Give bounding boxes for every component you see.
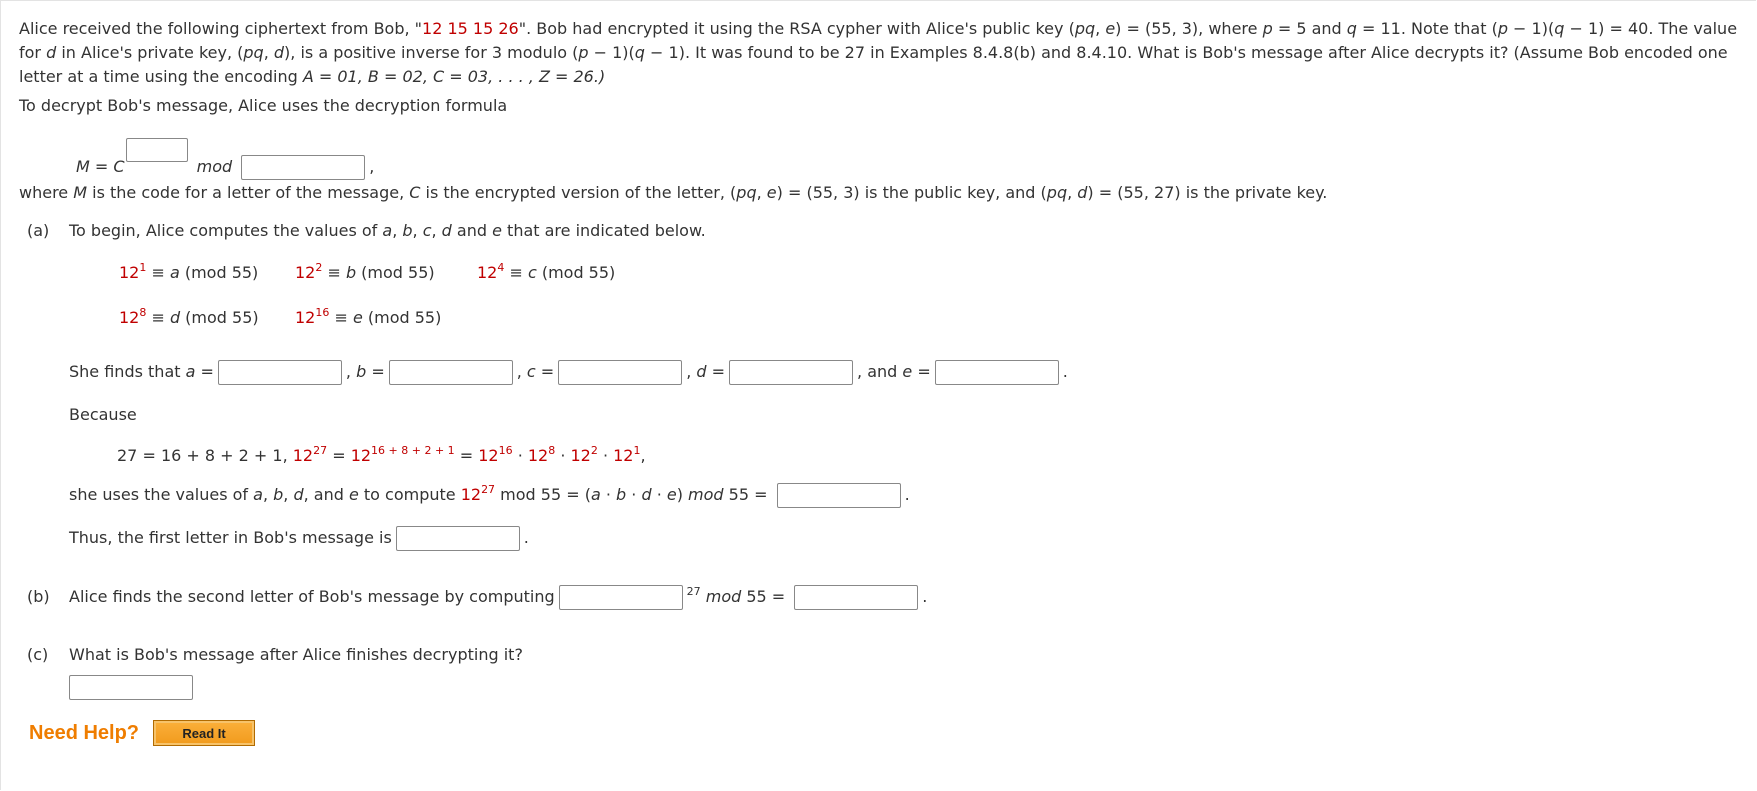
text: = bbox=[327, 446, 351, 465]
congruence-c bbox=[477, 261, 615, 285]
text: , bbox=[756, 183, 767, 202]
text: , and bbox=[303, 485, 349, 504]
text: (mod 55) bbox=[356, 263, 435, 282]
exp: 1 bbox=[139, 261, 147, 274]
base-12: 12 bbox=[292, 446, 314, 465]
text: ≡ bbox=[322, 263, 346, 282]
var-d: d bbox=[441, 221, 452, 240]
var-b: b bbox=[345, 263, 357, 282]
exp: 27 bbox=[313, 444, 328, 457]
var-d: d bbox=[273, 43, 285, 62]
a-input[interactable] bbox=[218, 360, 342, 385]
part-a-label: (a) bbox=[27, 221, 50, 240]
text: , bbox=[686, 362, 697, 381]
exp: 27 bbox=[481, 483, 496, 496]
var-q: q bbox=[1346, 19, 1357, 38]
text: ) = (55, 3) is the public key, and ( bbox=[776, 183, 1047, 202]
message-answer-row bbox=[65, 675, 197, 700]
base-12: 12 bbox=[613, 446, 634, 465]
var-e: e bbox=[348, 485, 359, 504]
text: = bbox=[195, 362, 214, 381]
exponent-decomposition bbox=[117, 444, 646, 468]
base-12: 12 bbox=[119, 263, 140, 282]
text: Alice finds the second letter of Bob's message by computing bbox=[69, 587, 555, 606]
var-d: d bbox=[169, 308, 181, 327]
var-p: p bbox=[578, 43, 589, 62]
var-pq: pq bbox=[1046, 183, 1068, 202]
congruence-b bbox=[295, 261, 435, 285]
var-d: d bbox=[293, 485, 304, 504]
var-c: c bbox=[526, 362, 536, 381]
base-12: 12 bbox=[295, 308, 316, 327]
text: . bbox=[523, 528, 529, 547]
var-c: c bbox=[527, 263, 537, 282]
base-12: 12 bbox=[295, 263, 316, 282]
text: ) = (55, 27) is the private key. bbox=[1087, 183, 1328, 202]
message-input[interactable] bbox=[69, 675, 193, 700]
text: (mod 55) bbox=[362, 308, 442, 327]
second-cipher-input[interactable] bbox=[559, 585, 683, 610]
part-c-question: What is Bob's message after Alice finishes decrypting it? bbox=[69, 645, 523, 664]
compute-line bbox=[69, 483, 910, 508]
exp: 16 bbox=[315, 306, 330, 319]
exp: 8 bbox=[139, 306, 147, 319]
text: (mod 55) bbox=[536, 263, 616, 282]
text: Alice received the following ciphertext from Bob, " bbox=[19, 19, 423, 38]
text: , bbox=[283, 485, 294, 504]
exp: 27 bbox=[686, 585, 701, 598]
var-a: a bbox=[253, 485, 263, 504]
text: ) = (55, 3), where bbox=[1115, 19, 1263, 38]
congruence-d bbox=[119, 306, 259, 330]
congruence-e bbox=[295, 306, 441, 330]
var-d: d bbox=[46, 43, 57, 62]
text: ≡ bbox=[504, 263, 528, 282]
because-label: Because bbox=[69, 405, 137, 424]
var-a: a bbox=[382, 221, 393, 240]
var-pq: pq bbox=[736, 183, 757, 202]
base-12: 12 bbox=[570, 446, 591, 465]
base-12: 12 bbox=[119, 308, 140, 327]
second-letter-input[interactable] bbox=[794, 585, 918, 610]
part-b-line bbox=[69, 585, 927, 610]
var-d: d bbox=[641, 485, 652, 504]
var-a: a bbox=[590, 485, 601, 504]
exp: 4 bbox=[497, 261, 505, 274]
text: , bbox=[431, 221, 442, 240]
var-b: b bbox=[402, 221, 413, 240]
text: (mod 55) bbox=[179, 263, 259, 282]
var-e: e bbox=[492, 221, 502, 240]
text: · bbox=[512, 446, 528, 465]
text: = bbox=[366, 362, 385, 381]
text: in Alice's private key, ( bbox=[56, 43, 244, 62]
text: 55 = bbox=[741, 587, 791, 606]
text: . bbox=[1062, 362, 1068, 381]
text: ≡ bbox=[329, 308, 353, 327]
var-e: e bbox=[766, 183, 777, 202]
text: she uses the values of bbox=[69, 485, 254, 504]
text: , bbox=[1067, 183, 1078, 202]
text: ), is a positive inverse for 3 modulo ( bbox=[284, 43, 579, 62]
text: , bbox=[1095, 19, 1106, 38]
var-b: b bbox=[616, 485, 627, 504]
need-help-bar bbox=[29, 720, 255, 746]
encoding: A = 01, B = 02, C = 03, . . . , Z = 26.) bbox=[302, 67, 606, 86]
var-b: b bbox=[356, 362, 367, 381]
d-input[interactable] bbox=[729, 360, 853, 385]
base-12: 12 bbox=[478, 446, 499, 465]
text: ". Bob had encrypted it using the RSA cypher with Alice's public key ( bbox=[518, 19, 1075, 38]
text: 55 = bbox=[723, 485, 773, 504]
var-pq: pq bbox=[1074, 19, 1096, 38]
text: , bbox=[262, 485, 274, 504]
text: and bbox=[451, 221, 493, 240]
var-e: e bbox=[666, 485, 677, 504]
text: (mod 55) bbox=[180, 308, 259, 327]
exp: 16 + 8 + 2 + 1 bbox=[371, 444, 455, 457]
b-input[interactable] bbox=[389, 360, 513, 385]
text: is the code for a letter of the message, bbox=[87, 183, 410, 202]
text: = bbox=[89, 157, 114, 176]
congruence-a bbox=[119, 261, 258, 285]
var-a: a bbox=[169, 263, 180, 282]
text: ≡ bbox=[146, 308, 170, 327]
exp: 2 bbox=[590, 444, 598, 457]
text: , bbox=[369, 157, 375, 176]
text: = bbox=[706, 362, 726, 381]
text: · bbox=[555, 446, 571, 465]
var-pq: pq bbox=[243, 43, 264, 62]
text: · bbox=[597, 446, 614, 465]
text: ≡ bbox=[146, 263, 170, 282]
part-c-label: (c) bbox=[27, 645, 49, 664]
ciphertext: 12 15 15 26 bbox=[422, 19, 519, 38]
finds-line bbox=[69, 360, 1068, 385]
var-c: C bbox=[409, 183, 421, 202]
mod-label: mod bbox=[705, 587, 742, 606]
var-p: p bbox=[1497, 19, 1508, 38]
text: mod 55 = ( bbox=[495, 485, 591, 504]
var-c: C bbox=[113, 157, 125, 176]
base-12: 12 bbox=[477, 263, 498, 282]
mod-label: mod bbox=[196, 157, 233, 176]
var-e: e bbox=[352, 308, 363, 327]
text: = bbox=[454, 446, 479, 465]
decryption-formula bbox=[76, 138, 374, 181]
text: where bbox=[19, 183, 74, 202]
base-12: 12 bbox=[460, 485, 482, 504]
var-a: a bbox=[185, 362, 196, 381]
var-q: q bbox=[634, 43, 645, 62]
problem-statement bbox=[19, 17, 1741, 89]
var-d: d bbox=[696, 362, 707, 381]
first-letter-line bbox=[69, 526, 529, 551]
need-help-label: Need Help? bbox=[29, 721, 140, 744]
text: , bbox=[516, 362, 527, 381]
text: that are indicated below. bbox=[501, 221, 706, 240]
e-input[interactable] bbox=[935, 360, 1059, 385]
text: − 1)( bbox=[1507, 19, 1555, 38]
read-it-button[interactable]: Read It bbox=[153, 720, 255, 746]
var-e: e bbox=[902, 362, 913, 381]
exp: 2 bbox=[315, 261, 323, 274]
exp: 8 bbox=[548, 444, 556, 457]
text: · bbox=[626, 485, 642, 504]
text: . bbox=[904, 485, 910, 504]
text: = bbox=[535, 362, 555, 381]
text: , bbox=[640, 446, 646, 465]
exp: 1 bbox=[633, 444, 641, 457]
text: 27 = 16 + 8 + 2 + 1, bbox=[117, 446, 293, 465]
decrypt-intro: To decrypt Bob's message, Alice uses the decryption formula bbox=[19, 96, 508, 115]
base-12: 12 bbox=[350, 446, 372, 465]
text: = bbox=[912, 362, 931, 381]
var-b: b bbox=[273, 485, 284, 504]
base-12: 12 bbox=[527, 446, 549, 465]
text: , bbox=[412, 221, 423, 240]
text: · bbox=[600, 485, 617, 504]
part-b-label: (b) bbox=[27, 587, 50, 606]
var-p: p bbox=[1262, 19, 1273, 38]
text: is the encrypted version of the letter, ( bbox=[420, 183, 737, 202]
text: − 1) = 40. The value for bbox=[19, 19, 1738, 62]
var-q: q bbox=[1554, 19, 1565, 38]
text: To begin, Alice computes the values of bbox=[69, 221, 383, 240]
text: − 1). It was found to be 27 in Examples 8.4.8(b) and 8.4.10. What is Bob's message after Alice decrypts it? (Assume Bob encoded one letter at a time using the encoding bbox=[19, 43, 1728, 86]
c-input[interactable] bbox=[558, 360, 682, 385]
text: , and bbox=[857, 362, 903, 381]
first-letter-input[interactable] bbox=[396, 526, 520, 551]
text: She finds that bbox=[69, 362, 186, 381]
text: , bbox=[263, 43, 274, 62]
text: · bbox=[651, 485, 667, 504]
where-line bbox=[19, 181, 1327, 205]
text: = 5 and bbox=[1272, 19, 1347, 38]
exponent-input[interactable] bbox=[126, 138, 188, 162]
var-e: e bbox=[1105, 19, 1116, 38]
part-a-intro bbox=[69, 219, 706, 243]
m-value-input[interactable] bbox=[777, 483, 901, 508]
text: , bbox=[345, 362, 357, 381]
mod-label: mod bbox=[688, 485, 724, 504]
exp: 16 bbox=[498, 444, 513, 457]
var-c: c bbox=[422, 221, 432, 240]
text: = 11. Note that ( bbox=[1356, 19, 1498, 38]
var-m: M bbox=[76, 157, 90, 176]
text: ) bbox=[676, 485, 689, 504]
modulus-input[interactable] bbox=[241, 155, 365, 180]
text: to compute bbox=[358, 485, 461, 504]
text: , bbox=[392, 221, 403, 240]
text: Thus, the first letter in Bob's message is bbox=[69, 528, 392, 547]
var-d: d bbox=[1077, 183, 1088, 202]
text: − 1)( bbox=[588, 43, 635, 62]
var-m: M bbox=[73, 183, 88, 202]
text: . bbox=[922, 587, 928, 606]
